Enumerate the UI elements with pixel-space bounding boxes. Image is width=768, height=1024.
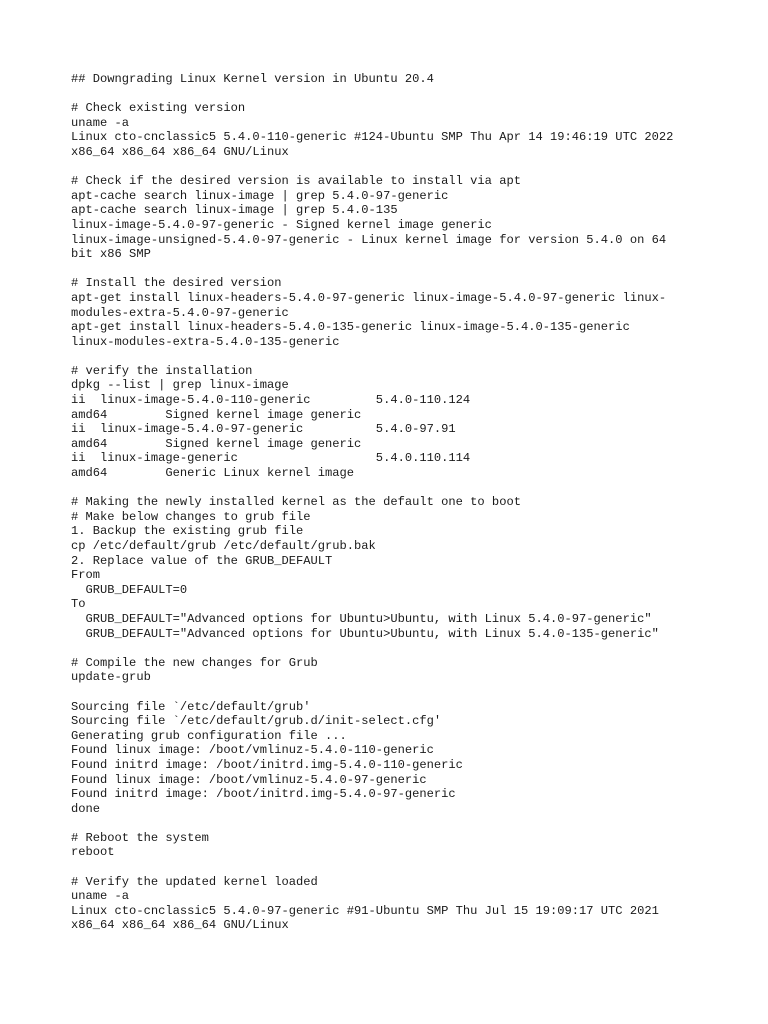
blank-line [71, 160, 751, 175]
blank-line [71, 860, 751, 875]
section-check-available [71, 174, 751, 262]
text-line: Sourcing file `/etc/default/grub.d/init-select.cfg' [71, 714, 442, 729]
text-line: apt-get install linux-headers-5.4.0-135-generic linux-image-5.4.0-135-generic [71, 320, 630, 335]
text-line: linux-modules-extra-5.4.0-135-generic [71, 334, 340, 349]
comment-line: # Compile the new changes for Grub [71, 655, 318, 670]
text-line: ii linux-image-generic 5.4.0.110.114 [71, 451, 471, 466]
text-line: amd64 Signed kernel image generic [71, 436, 362, 451]
section-compile-grub [71, 656, 751, 685]
section-reboot [71, 831, 751, 860]
text-line: Found linux image: /boot/vmlinuz-5.4.0-97-generic [71, 772, 427, 787]
text-line: modules-extra-5.4.0-97-generic [71, 305, 289, 320]
text-line: Found linux image: /boot/vmlinuz-5.4.0-110-generic [71, 743, 434, 758]
text-line: 2. Replace value of the GRUB_DEFAULT [71, 553, 333, 568]
text-line: uname -a [71, 889, 130, 904]
blank-line [71, 816, 751, 831]
comment-line: # Install the desired version [71, 276, 282, 291]
comment-line: # Check if the desired version is available to install via apt [71, 174, 521, 189]
text-line: Found initrd image: /boot/initrd.img-5.4.0-97-generic [71, 787, 456, 802]
text-line: done [71, 801, 101, 816]
text-line: amd64 Signed kernel image generic [71, 407, 362, 422]
section-verify-kernel [71, 875, 751, 933]
text-line: dpkg --list | grep linux-image [71, 378, 289, 393]
text-line: ii linux-image-5.4.0-97-generic 5.4.0-97.91 [71, 422, 456, 437]
blank-line [71, 481, 751, 496]
text-line: apt-get install linux-headers-5.4.0-97-generic linux-image-5.4.0-97-generic linux- [71, 290, 667, 305]
document-sections [71, 87, 751, 933]
text-line: uname -a [71, 115, 130, 130]
comment-line: # Reboot the system [71, 830, 209, 845]
blank-line [71, 641, 751, 656]
text-line: To [71, 597, 86, 612]
text-line: Linux cto-cnclassic5 5.4.0-97-generic #91-Ubuntu SMP Thu Jul 15 19:09:17 UTC 2021 [71, 903, 659, 918]
comment-line: # verify the installation [71, 363, 253, 378]
text-line: bit x86 SMP [71, 247, 151, 262]
text-line: apt-cache search linux-image | grep 5.4.0-97-generic [71, 188, 449, 203]
text-line: cp /etc/default/grub /etc/default/grub.bak [71, 539, 376, 553]
text-line: amd64 Generic Linux kernel image [71, 466, 355, 481]
text-line: update-grub [71, 670, 151, 685]
section-grub-default [71, 495, 751, 641]
text-line: From [71, 568, 101, 583]
text-line: reboot [71, 845, 115, 860]
text-line: Sourcing file `/etc/default/grub' [71, 699, 311, 714]
section-install [71, 276, 751, 349]
document-content [71, 72, 751, 933]
comment-line: # Make below changes to grub file [71, 509, 311, 524]
text-line: apt-cache search linux-image | grep 5.4.0-135 [71, 203, 398, 218]
section-check-existing [71, 101, 751, 159]
comment-line: # Verify the updated kernel loaded [71, 874, 318, 889]
text-line: x86_64 x86_64 x86_64 GNU/Linux [71, 918, 289, 933]
blank-line [71, 685, 751, 700]
blank-line [71, 349, 751, 364]
comment-line: # Check existing version [71, 101, 246, 116]
section-verify-installation [71, 364, 751, 481]
text-line: Generating grub configuration file ... [71, 728, 347, 743]
document-title: ## Downgrading Linux Kernel version in Ubuntu 20.4 [71, 72, 434, 86]
text-line: linux-image-5.4.0-97-generic - Signed kernel image generic [71, 217, 492, 232]
text-line: GRUB_DEFAULT=0 [71, 582, 188, 597]
blank-line [71, 87, 751, 102]
text-line: Found initrd image: /boot/initrd.img-5.4.0-110-generic [71, 757, 463, 772]
text-line: ii linux-image-5.4.0-110-generic 5.4.0-110.124 [71, 393, 471, 408]
text-line: x86_64 x86_64 x86_64 GNU/Linux [71, 144, 289, 159]
text-line: GRUB_DEFAULT="Advanced options for Ubuntu>Ubuntu, with Linux 5.4.0-97-generic" [71, 611, 652, 626]
text-line: Linux cto-cnclassic5 5.4.0-110-generic #124-Ubuntu SMP Thu Apr 14 19:46:19 UTC 2022 [71, 130, 674, 145]
text-line: GRUB_DEFAULT="Advanced options for Ubuntu>Ubuntu, with Linux 5.4.0-135-generic" [71, 626, 659, 641]
blank-line [71, 262, 751, 277]
text-line: linux-image-unsigned-5.4.0-97-generic - Linux kernel image for version 5.4.0 on 64 [71, 232, 667, 247]
text-line: 1. Backup the existing grub file [71, 524, 304, 539]
comment-line: # Making the newly installed kernel as the default one to boot [71, 495, 521, 510]
section-grub-output [71, 700, 751, 817]
